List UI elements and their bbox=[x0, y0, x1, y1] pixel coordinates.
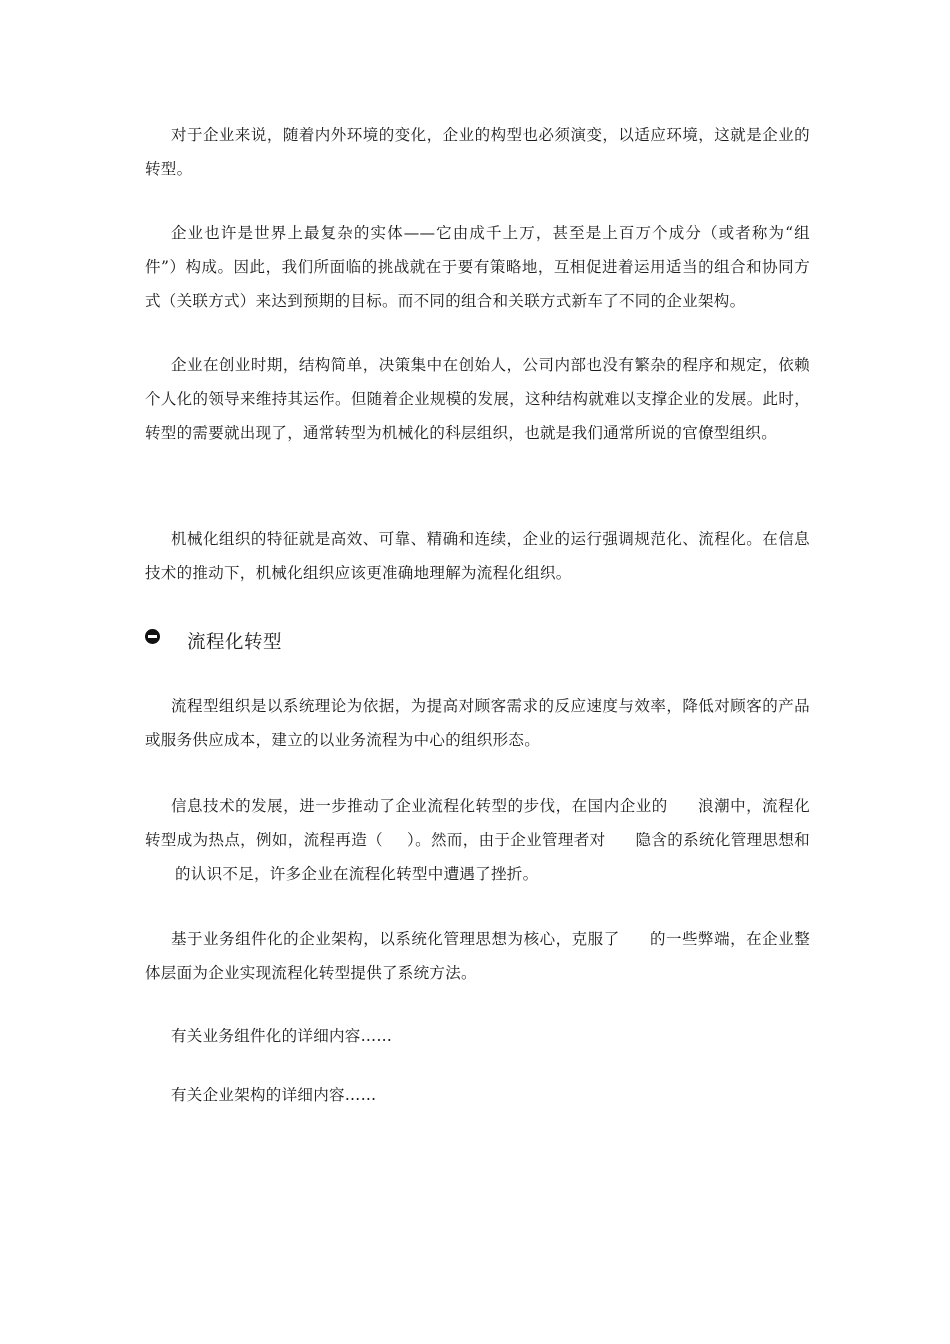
paragraph-business-componentization bbox=[145, 922, 810, 990]
paragraph-it-development-part-2: 浪潮中，流程化转型成为热点，例如，流程再造（ bbox=[145, 797, 810, 849]
paragraph-business-componentization-part-1: 基于业务组件化的企业架构，以系统化管理思想为核心，克服了 bbox=[171, 930, 620, 948]
paragraph-it-development-part-4: 隐含的系统化管理思想和 bbox=[635, 831, 810, 849]
paragraph-process-organization: 流程型组织是以系统理论为依据，为提高对顾客需求的反应速度与效率，降低对顾客的产品或服务供应成本，建立的以业务流程为中心的组织形态。 bbox=[145, 697, 810, 749]
paragraph-mechanized-organization: 机械化组织的特征就是高效、可靠、精确和连续，企业的运行强调规范化、流程化。在信息技术的推动下，机械化组织应该更准确地理解为流程化组织。 bbox=[145, 530, 810, 582]
paragraph-enterprise-transformation: 对于企业来说，随着内外环境的变化，企业的构型也必须演变，以适应环境，这就是企业的转型。 bbox=[145, 126, 810, 178]
paragraph-it-development bbox=[145, 789, 810, 891]
paragraph-it-development-part-3: ）。然而，由于企业管理者对 bbox=[406, 831, 606, 849]
section-heading bbox=[145, 626, 282, 656]
paragraph-it-development-part-5: 的认识不足，许多企业在流程化转型中遭遇了挫折。 bbox=[175, 865, 539, 883]
arrow-bullet-icon bbox=[145, 629, 160, 644]
paragraph-enterprise-complexity: 企业也许是世界上最复杂的实体——它由成千上万，甚至是上百万个成分（或者称为“组件”）构成。因此，我们所面临的挑战就在于要有策略地，互相促进着运用适当的组合和协同方式（关联方式）来达到预期的目标。而不同的组合和关联方式新车了不同的企业架构。 bbox=[145, 224, 810, 310]
paragraph-startup-structure: 企业在创业时期，结构简单，决策集中在创始人，公司内部也没有繁杂的程序和规定，依赖个人化的领导来维持其运作。但随着企业规模的发展，这种结构就难以支撑企业的发展。此时，转型的需要就出现了，通常转型为机械化的科层组织，也就是我们通常所说的官僚型组织。 bbox=[145, 356, 810, 442]
section-heading-text: 流程化转型 bbox=[187, 632, 283, 653]
paragraph-business-componentization-part-2: 的一些弊端，在企业整体层面为企业实现流程化转型提供了系统方法。 bbox=[145, 930, 810, 982]
paragraph-it-development-part-1: 信息技术的发展，进一步推动了企业流程化转型的步伐，在国内企业的 bbox=[171, 797, 668, 815]
paragraph-more-componentization: 有关业务组件化的详细内容…… bbox=[171, 1027, 393, 1045]
paragraph-more-architecture: 有关企业架构的详细内容…… bbox=[171, 1086, 377, 1104]
